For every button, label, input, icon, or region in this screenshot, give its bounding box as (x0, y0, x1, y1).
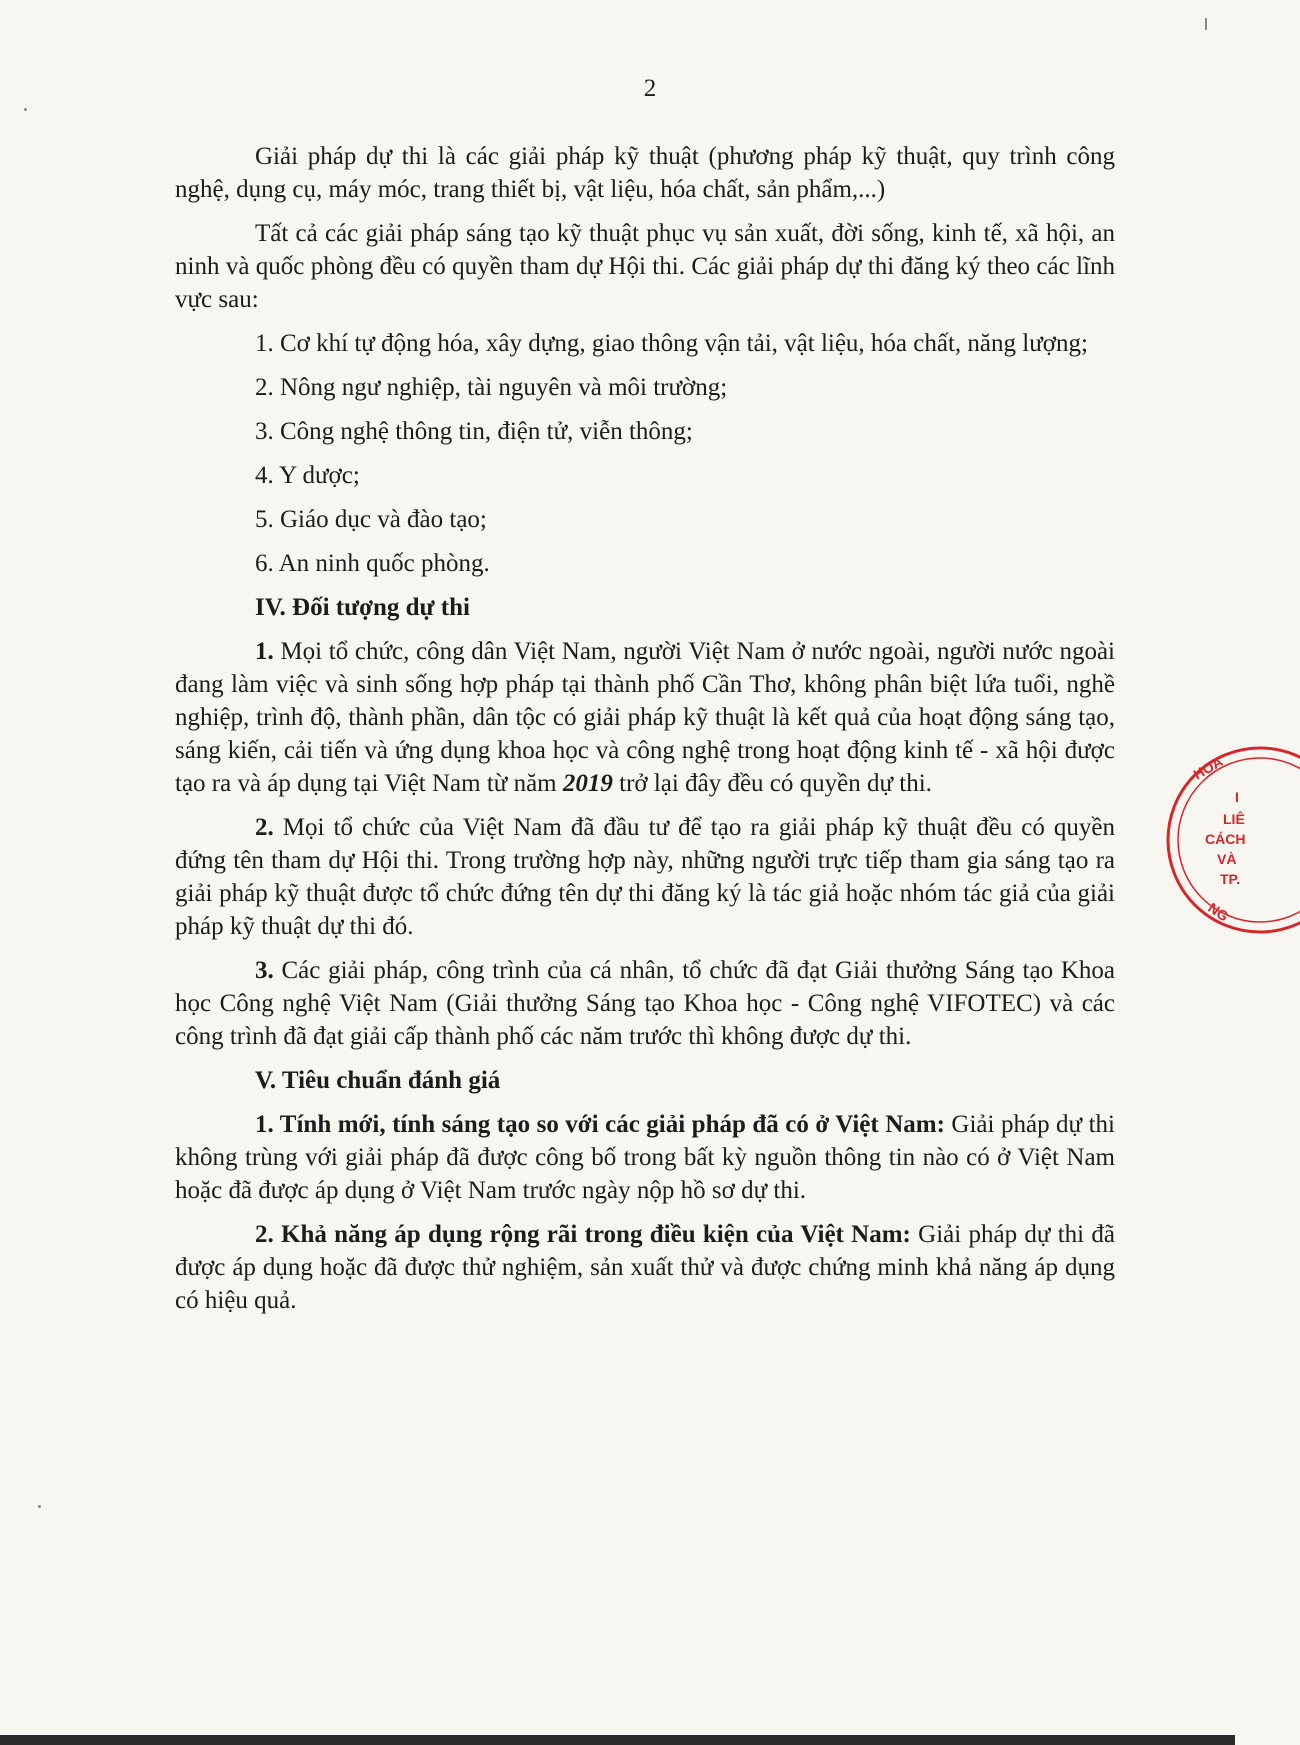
field-item-6: 6. An ninh quốc phòng. (255, 550, 490, 577)
section-v-item-1 (175, 1108, 1115, 1207)
section-iv-item-1 (175, 635, 1115, 800)
item-text: Mọi tổ chức, công dân Việt Nam, người Việt Nam ở nước ngoài, người nước ngoài đang làm việc và sinh sống hợp pháp tại thành phố Cần Thơ, không phân biệt lứa tuổi, nghề nghiệp, trình độ, thành phần, dân tộc có giải pháp kỹ thuật là kết quả của hoạt động sáng tạo, sáng kiến, cải tiến và ứng dụng khoa học và công nghệ trong hoạt động kinh tế - xã hội được tạo ra và áp dụng tại Việt Nam từ năm (175, 638, 1115, 797)
section-iv-item-2 (175, 811, 1115, 943)
svg-text:VÀ: VÀ (1217, 851, 1237, 867)
scan-edge (0, 1735, 1235, 1745)
criterion-text: Giải pháp dự thi không trùng với giải pháp đã được công bố trong bất kỳ nguồn thông tin nào có ở Việt Nam hoặc đã được áp dụng ở Việt Nam trước ngày nộp hồ sơ dự thi. (175, 1111, 1115, 1204)
intro-paragraph-1: Giải pháp dự thi là các giải pháp kỹ thuật (phương pháp kỹ thuật, quy trình công nghệ, dụng cụ, máy móc, trang thiết bị, vật liệu, hóa chất, sản phẩm,...) (175, 143, 1115, 203)
svg-text:HOA: HOA (1190, 753, 1226, 783)
field-item-1: 1. Cơ khí tự động hóa, xây dựng, giao thông vận tải, vật liệu, hóa chất, năng lượng; (255, 330, 1088, 357)
criterion-label: 1. Tính mới, tính sáng tạo so với các giải pháp đã có ở Việt Nam: (255, 1111, 945, 1138)
year-value: 2019 (562, 770, 613, 797)
criterion-label: 2. Khả năng áp dụng rộng rãi trong điều kiện của Việt Nam: (255, 1221, 911, 1248)
criterion-text: Giải pháp dự thi đã được áp dụng hoặc đã được thử nghiệm, sản xuất thử và được chứng minh khả năng áp dụng có hiệu quả. (175, 1221, 1115, 1314)
scan-speck (24, 108, 27, 111)
svg-text:TP.: TP. (1220, 871, 1240, 887)
red-seal-stamp (1165, 740, 1275, 940)
field-item-2: 2. Nông ngư nghiệp, tài nguyên và môi trường; (255, 374, 728, 401)
scan-speck (38, 1505, 41, 1508)
item-number: 3. (255, 957, 274, 984)
scan-mark (1205, 18, 1207, 30)
svg-text:LIÊ: LIÊ (1223, 811, 1245, 827)
field-item-4: 4. Y dược; (255, 462, 360, 489)
field-item-3: 3. Công nghệ thông tin, điện tử, viễn thông; (255, 418, 693, 445)
item-text: Mọi tổ chức của Việt Nam đã đầu tư để tạo ra giải pháp kỹ thuật đều có quyền đứng tên tham dự Hội thi. Trong trường hợp này, những người trực tiếp tham gia sáng tạo ra giải pháp kỹ thuật được tổ chức đứng tên dự thi đăng ký là tác giả hoặc nhóm tác giả của giải pháp kỹ thuật dự thi đó. (175, 814, 1115, 940)
section-v-heading: V. Tiêu chuẩn đánh giá (255, 1067, 501, 1094)
item-number: 2. (255, 814, 274, 841)
svg-text:I: I (1235, 789, 1239, 805)
page-number: 2 (643, 75, 657, 102)
item-text-end: trở lại đây đều có quyền dự thi. (612, 770, 932, 797)
section-iv-heading: IV. Đối tượng dự thi (255, 594, 470, 621)
document-body (175, 140, 1115, 1328)
item-number: 1. (255, 638, 274, 665)
field-item-5: 5. Giáo dục và đào tạo; (255, 506, 487, 533)
intro-paragraph-2: Tất cả các giải pháp sáng tạo kỹ thuật phục vụ sản xuất, đời sống, kinh tế, xã hội, an ninh và quốc phòng đều có quyền tham dự Hội thi. Các giải pháp dự thi đăng ký theo các lĩnh vực sau: (175, 220, 1115, 313)
section-iv-item-3 (175, 954, 1115, 1053)
item-text: Các giải pháp, công trình của cá nhân, tổ chức đã đạt Giải thưởng Sáng tạo Khoa học Công nghệ Việt Nam (Giải thưởng Sáng tạo Khoa học - Công nghệ VIFOTEC) và các công trình đã đạt giải cấp thành phố các năm trước thì không được dự thi. (175, 957, 1115, 1050)
svg-text:NG: NG (1205, 899, 1232, 925)
section-v-item-2 (175, 1218, 1115, 1317)
svg-text:CÁCH: CÁCH (1205, 831, 1246, 847)
